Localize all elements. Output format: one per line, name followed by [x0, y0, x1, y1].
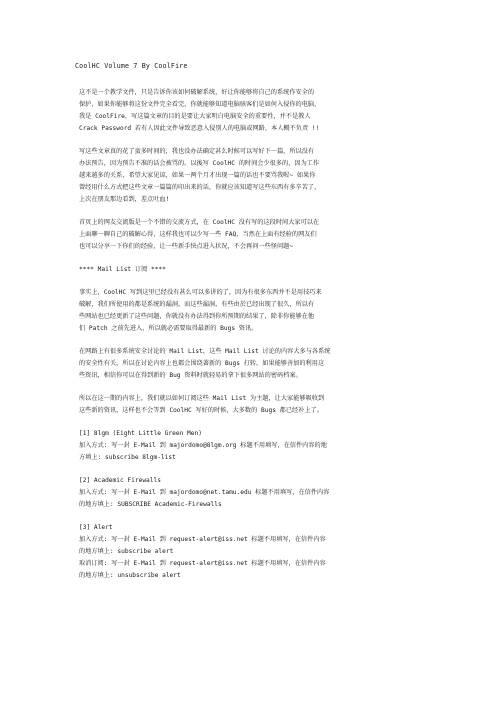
- paragraph-line: 些网站也已经更新了这些问题，你就没有办法得到你所预期的结果了，除非你能够在他: [79, 313, 315, 320]
- paragraph-line: [2] Academic Firewalls: [79, 477, 161, 484]
- section-heading: **** Mail List 订阅 ****: [79, 266, 166, 273]
- paragraph-line: 这不是一个教学文件，只是告诉你该如何破解系统，好让你能够将自己的系统作安全的: [79, 89, 315, 96]
- paragraph: [79, 287, 429, 335]
- paragraph-line: [3] Alert: [79, 524, 113, 531]
- paragraph: [79, 522, 429, 582]
- paragraph-line: 事实上，CoolHC 写到这里已经没有甚么可以多讲的了，因为有很多东西并不是用技巧来: [79, 289, 322, 296]
- paragraph-line: 这些新的资讯，这样也不会等到 CoolHC 写好的时候，大多数的 Bugs 都已经补上了。: [79, 407, 323, 414]
- paragraph-line: 所以在这一期的内容上，我们就以如何订阅这些 Mail List 为主题，让大家能够吸收到: [79, 395, 325, 402]
- paragraph-line: 越来越多的关系，希望大家见谅，如果一两个月才出现一篇的话也不要骂我喔~ 如果你: [79, 172, 316, 179]
- paragraph-line: 们 Patch 之前先进入，所以就必需要取得最新的 Bugs 资讯。: [79, 325, 258, 332]
- paragraph-line: 的地方填上: unsubscribe alert: [79, 572, 181, 579]
- paragraph-line: 的地方填上: SUBSCRIBE Academic-Firewalls: [79, 501, 222, 508]
- paragraph-line: 的安全性有关，所以在讨论内容上也都会围绕著新的 Bugs 打转，如果能够善加的利用这: [79, 360, 325, 367]
- paragraph-line: 加入方式: 写一封 E-Mail 到 majordomo@net.tamu.edu 标题不用填写，在信件内容: [79, 489, 330, 496]
- paragraph-line: 我是 CoolFire，写这篇文章的目的是要让大家明白电脑安全的重要性，并不是教人: [79, 113, 311, 120]
- paragraph: [79, 428, 429, 464]
- paragraph-line: 也可以分享一下你们的经验，让一些新手快点进入状况，不会再问一些怪问题~: [79, 243, 294, 250]
- paragraph-line: 方填上: subscribe 8lgm-list: [79, 454, 176, 461]
- paragraph-line: 曾经用什么方式把这些文章一篇篇的印出来的话，你就应该知道写这些东西有多辛苦了，: [79, 184, 321, 191]
- paragraph-line: 取消订阅: 写一封 E-Mail 到 request-alert@iss.net 标题不用填写，在信件内容: [79, 560, 326, 567]
- paragraph-line: 些资讯，相信你可以在得到新的 Bug 资料时就轻易的拿下很多网站的密码档案。: [79, 372, 302, 379]
- document-body: [79, 87, 429, 593]
- paragraph: [79, 346, 429, 382]
- paragraph-line: 加入方式: 写一封 E-Mail 到 request-alert@iss.net 标题不用填写，在信件内容: [79, 536, 326, 543]
- paragraph-line: 破解，我们所使用的都是系统的漏洞，而这些漏洞，有些由於已经出现了很久，所以有: [79, 301, 315, 308]
- paragraph-line: [1] 8lgm (Eight Little Green Men): [79, 430, 202, 437]
- paragraph: [79, 475, 429, 511]
- paragraph-line: 保护，如果你能够将这份文件完全看完，你就能够知道电脑骇客们是如何入侵你的电脑，: [79, 101, 321, 108]
- page-title: CoolHC Volume 7 By CoolFire: [75, 62, 188, 70]
- paragraph-line: Crack Password 若有人因此文件导致恶意入侵别人的电脑或网路，本人概不负责 !!: [79, 125, 320, 132]
- paragraph-line: 在网路上有很多系统安全讨论的 Mail List，这些 Mail List 讨论的内容大多与各系统: [79, 348, 331, 355]
- paragraph-line: 首页上的网友交流版是一个不错的交流方式，在 CoolHC 没有写的这段时间大家可以在: [79, 219, 320, 226]
- paragraph: [79, 393, 429, 417]
- paragraph-line: 上面聊一聊自己的破解心得，这样我也可以少写一些 FAQ，当然在上面有经验的网友们: [79, 231, 317, 238]
- paragraph: [79, 146, 429, 206]
- paragraph-line: 加入方式: 写一封 E-Mail 到 majordomo@8lgm.org 标题不用填写，在信件内容的地: [79, 442, 327, 449]
- paragraph-line: 写这些文章真的花了蛮多时间的，我也没办法确定甚么时候可以写好下一篇，所以没有: [79, 148, 315, 155]
- paragraph: [79, 217, 429, 253]
- paragraph-line: 的地方填上: subscribe alert: [79, 548, 174, 555]
- paragraph-line: 上次在朋友那边看到，差点吐血!: [79, 196, 170, 203]
- paragraph: [79, 87, 429, 135]
- paragraph-line: 办法预告，因为预告不准的话会被骂的。以後写 CoolHC 的时间会少很多的，因为工作: [79, 160, 320, 167]
